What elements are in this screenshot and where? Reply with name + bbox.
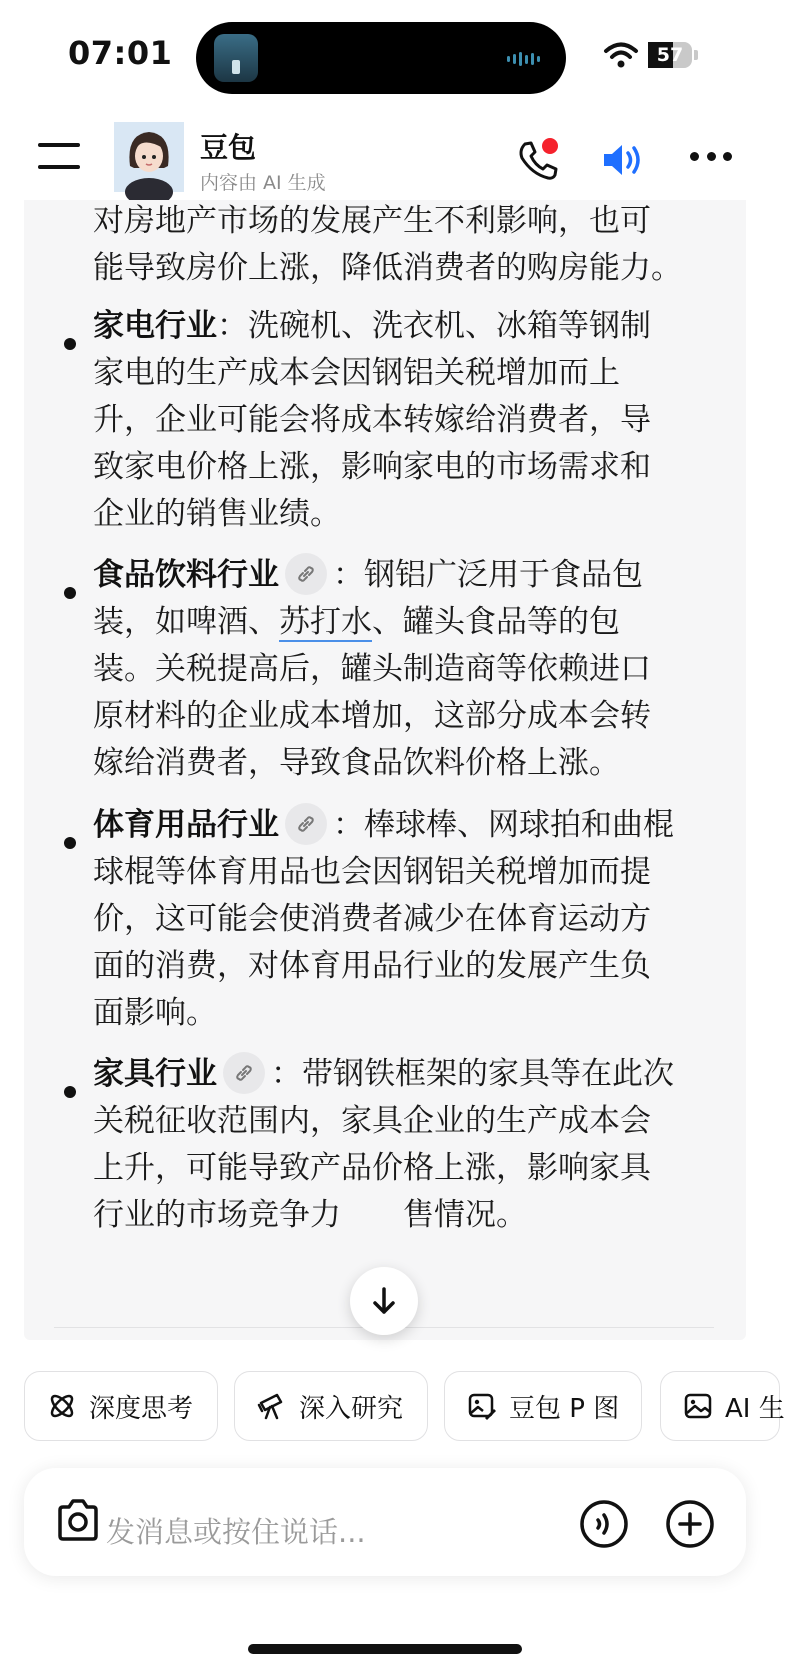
deep-research-chip[interactable]: 深入研究 [234,1371,428,1441]
status-time: 07:01 [68,34,173,72]
plus-icon[interactable] [664,1498,716,1550]
ai-generate-image-chip[interactable]: AI 生 [660,1371,780,1441]
voice-input-icon[interactable] [578,1498,630,1550]
message-line: 嫁给消费者，导致食品饮料价格上涨。 [93,745,620,781]
menu-icon[interactable] [38,143,80,173]
audio-wave-icon [507,52,540,66]
message-line: 关税征收范围内，家具企业的生产成本会 [93,1103,651,1139]
list-bullet [64,338,76,350]
more-options-icon[interactable] [690,152,732,164]
atom-icon [47,1391,77,1421]
image-edit-icon [467,1391,497,1421]
scroll-to-bottom-button[interactable] [350,1267,418,1335]
message-line: 面的消费，对体育用品行业的发展产生负 [93,948,651,984]
message-line: 行业的市场竞争力和销售情况。 [93,1197,527,1233]
message-line: 球棍等体育用品也会因钢铝关税增加而提 [93,854,651,890]
source-link-icon[interactable] [223,1052,265,1094]
message-line: 致家电价格上涨，影响家电的市场需求和 [93,449,651,485]
message-line: 体育用品行业 ：棒球棒、网球拍和曲棍 [93,800,674,850]
list-bullet [64,1086,76,1098]
message-line: 食品饮料行业 ：钢铝广泛用于食品包 [93,550,643,600]
battery-icon [648,42,698,68]
message-input[interactable]: 发消息或按住说话... [106,1515,366,1549]
call-notification-dot [542,138,558,154]
deep-thinking-chip[interactable]: 深度思考 [24,1371,218,1441]
source-link-icon[interactable] [285,803,327,845]
message-line: 升，企业可能会将成本转嫁给消费者，导 [93,402,651,438]
list-bullet [64,587,76,599]
bot-name: 豆包 [200,131,257,164]
message-line: 装。关税提高后，罐头制造商等依赖进口 [93,651,651,687]
section-heading: 家具行业 [93,1056,217,1092]
now-playing-thumbnail [214,34,258,82]
avatar[interactable] [114,122,184,192]
section-heading: 体育用品行业 [93,807,279,843]
message-line: 家具行业 ：带钢铁框架的家具等在此次 [93,1049,674,1099]
soda-water-link[interactable]: 苏打水 [279,604,372,640]
message-line: 能导致房价上涨，降低消费者的购房能力。 [93,250,682,286]
dynamic-island [196,22,566,94]
telescope-icon [257,1391,287,1421]
home-indicator [248,1644,522,1654]
message-line: 价，这可能会使消费者减少在体育运动方 [93,901,651,937]
arrow-down-icon [368,1285,400,1317]
message-line: 家电的生产成本会因钢铝关税增加而上 [93,355,620,391]
message-line: 对房地产市场的发展产生不利影响，也可 [93,203,651,239]
wifi-icon [604,42,638,68]
image-icon [683,1391,713,1421]
message-line: 装，如啤酒、苏打水、罐头食品等的包 [93,604,620,640]
assistant-message [24,200,746,1340]
message-line: 原材料的企业成本增加，这部分成本会转 [93,698,651,734]
speaker-icon[interactable] [600,140,648,180]
list-bullet [64,837,76,849]
battery-level: 57 [656,44,684,66]
message-line: 上升，可能导致产品价格上涨，影响家具 [93,1150,651,1186]
camera-icon[interactable] [54,1498,102,1542]
section-heading: 家电行业 [93,308,217,344]
source-link-icon[interactable] [285,553,327,595]
message-line: 面影响。 [93,995,217,1031]
image-edit-chip[interactable]: 豆包 P 图 [444,1371,642,1441]
message-line: 家电行业：洗碗机、洗衣机、冰箱等钢制 [93,308,651,344]
message-line: 企业的销售业绩。 [93,496,341,532]
section-heading: 食品饮料行业 [93,557,279,593]
ai-generated-label: 内容由 AI 生成 [200,172,326,194]
